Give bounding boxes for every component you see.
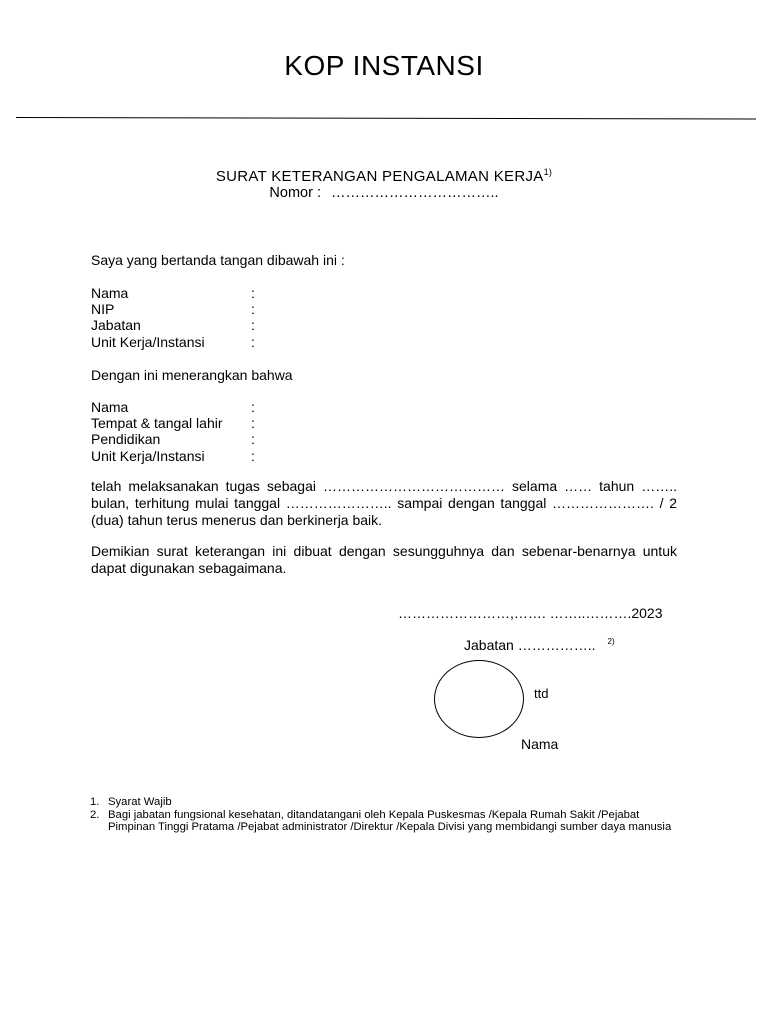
footnote-number: 1. bbox=[90, 796, 100, 808]
field-label: Nama bbox=[91, 399, 129, 415]
closing-paragraph: Demikian surat keterangan ini dibuat dengan sesungguhnya dan sebenar-benarnya untuk dapat digunakan sebagaimana. bbox=[91, 543, 677, 576]
title-footnote-ref: 1) bbox=[543, 167, 553, 177]
field-label: Unit Kerja/Instansi bbox=[91, 334, 205, 350]
footnote-number: 2. bbox=[90, 808, 100, 821]
footnote-text: Syarat Wajib bbox=[108, 796, 172, 808]
field-colon: : bbox=[251, 399, 255, 415]
field-colon: : bbox=[251, 448, 255, 464]
field-label: NIP bbox=[91, 301, 115, 317]
field-colon: : bbox=[251, 301, 255, 317]
nomor-label: Nomor : bbox=[269, 185, 321, 201]
place-date: ……………………,……. ……..……….2023 bbox=[398, 605, 663, 621]
footnote-item bbox=[90, 796, 688, 809]
signer-name: Nama bbox=[521, 736, 559, 752]
field-colon: : bbox=[251, 285, 255, 301]
field-label: Unit Kerja/Instansi bbox=[91, 448, 205, 464]
letterhead-divider bbox=[16, 117, 756, 120]
field-colon: : bbox=[251, 334, 255, 350]
field-colon: : bbox=[251, 317, 255, 333]
field-label: Jabatan bbox=[91, 317, 141, 333]
field-colon: : bbox=[251, 431, 255, 447]
stamp-circle bbox=[434, 660, 524, 738]
document-title-text: SURAT KETERANGAN PENGALAMAN KERJA bbox=[215, 168, 544, 185]
body-paragraph: telah melaksanakan tugas sebagai ………………………………… selama …… tahun …….. bulan, terhitung mulai tanggal ………………….. sampai dengan tanggal …………………. / 2 (dua) tahun terus menerus dan berkinerja baik. bbox=[91, 478, 677, 528]
document-number bbox=[0, 185, 768, 201]
field-label: Nama bbox=[91, 285, 129, 301]
footnote-text: Bagi jabatan fungsional kesehatan, ditandatangani oleh Kepala Puskesmas /Kepala Rumah Sakit /Pejabat Pimpinan Tinggi Pratama /Pejabat administrator /Direktur /Kepala Divisi yang membidangi sumber daya manusia bbox=[108, 808, 672, 834]
document-title bbox=[0, 167, 768, 185]
signer-position-text: Jabatan …………….. bbox=[464, 637, 596, 653]
signature-mark: ttd bbox=[534, 686, 549, 701]
field-label: Tempat & tangal lahir bbox=[91, 415, 223, 431]
letterhead-title: KOP INSTANSI bbox=[284, 50, 484, 81]
footnotes bbox=[90, 796, 688, 834]
intro-text: Saya yang bertanda tangan dibawah ini : bbox=[91, 252, 345, 268]
position-footnote-ref: 2) bbox=[607, 637, 615, 647]
nomor-value: …………………………….. bbox=[331, 185, 499, 201]
footnote-item bbox=[90, 809, 688, 834]
signer-position bbox=[464, 637, 615, 653]
statement-text: Dengan ini menerangkan bahwa bbox=[91, 367, 293, 383]
field-label: Pendidikan bbox=[91, 431, 161, 447]
field-colon: : bbox=[251, 415, 255, 431]
